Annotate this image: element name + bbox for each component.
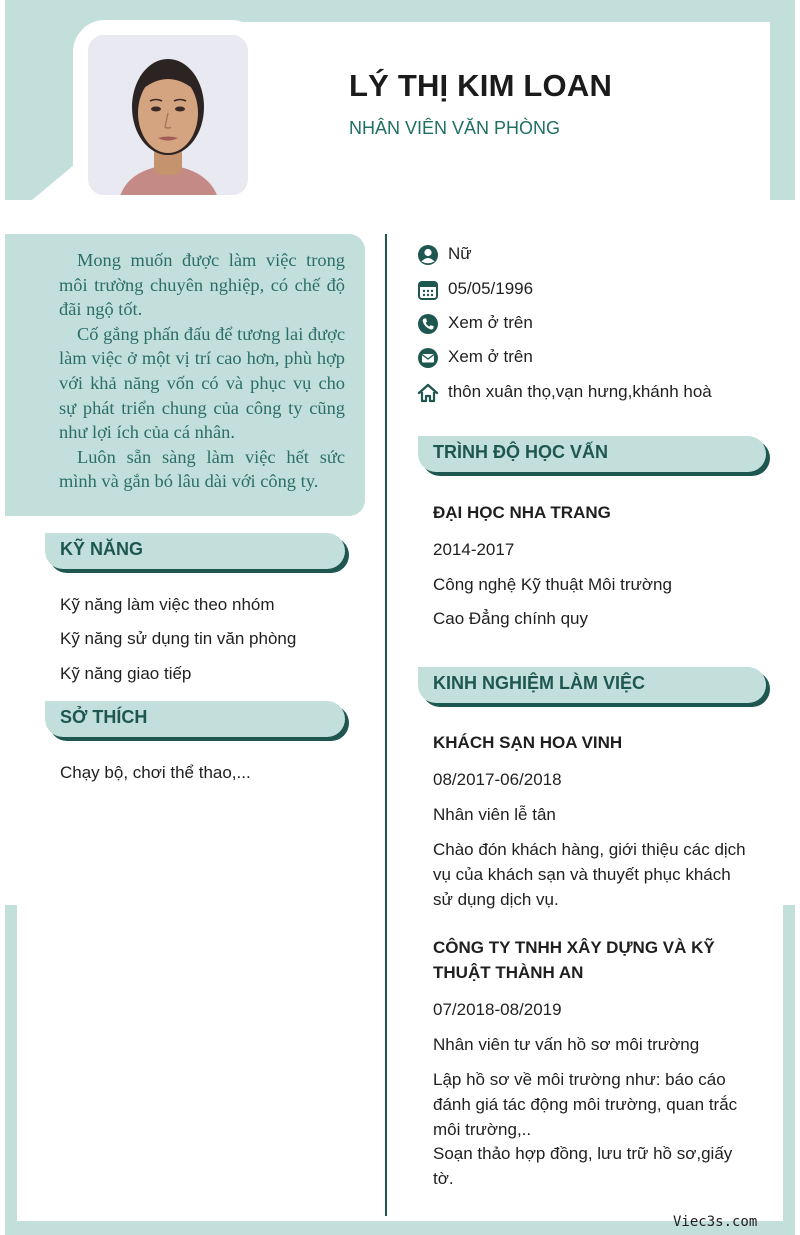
job-description: Chào đón khách hàng, giới thiệu các dịch vụ của khách sạn và thuyết phục khách sử dụng dịch vụ. [433,840,746,909]
experience-heading: KINH NGHIỆM LÀM VIỆC [418,667,766,703]
education-degree: Cao Đẳng chính quy [433,609,588,628]
contact-gender [417,243,472,267]
objective-paragraph: Cố gắng phấn đấu để tương lai được làm việc ở một vị trí cao hơn, phù hợp với khả năng vốn có và phục vụ cho sự phát triển chung của công ty cũng như lợi ích của cá nhân. [59,323,345,443]
email-text: Xem ở trên [448,347,533,366]
header-panel [240,22,770,200]
column-divider [385,234,387,1216]
skill-item: Kỹ năng sử dụng tin văn phòng [60,629,297,648]
job-company: CÔNG TY TNHH XÂY DỰNG VÀ KỸ THUẬT THÀNH AN [433,938,715,982]
contact-email [417,346,533,370]
mail-icon [417,347,439,369]
education-major: Công nghệ Kỹ thuật Môi trường [433,575,672,594]
address-text: thôn xuân thọ,vạn hưng,khánh hoà [448,382,712,401]
calendar-icon [417,279,439,301]
job-position: Nhân viên lễ tân [433,805,556,824]
candidate-title: NHÂN VIÊN VĂN PHÒNG [349,118,561,138]
education-heading: TRÌNH ĐỘ HỌC VẤN [418,436,766,472]
site-watermark: Viec3s.com [673,1214,758,1230]
skills-heading: KỸ NĂNG [45,533,345,569]
job-company: KHÁCH SẠN HOA VINH [433,733,623,752]
education-school: ĐẠI HỌC NHA TRANG [433,503,611,522]
portrait-illustration [88,35,248,195]
user-icon [417,244,439,266]
gender-text: Nữ [448,244,472,263]
phone-text: Xem ở trên [448,313,533,332]
home-icon [417,382,439,404]
job-period: 08/2017-06/2018 [433,770,562,789]
job-description: Lập hồ sơ về môi trường như: báo cáo đánh giá tác động môi trường, quan trắc môi trường,.. [433,1070,738,1139]
job-position: Nhân viên tư vấn hồ sơ môi trường [433,1035,700,1054]
job-description: Soạn thảo hợp đồng, lưu trữ hồ sơ,giấy tờ. [433,1144,733,1188]
skill-item: Kỹ năng giao tiếp [60,664,192,683]
birthday-text: 05/05/1996 [448,279,534,298]
candidate-name: LÝ THỊ KIM LOAN [349,68,613,103]
header-notch [32,165,74,200]
education-period: 2014-2017 [433,540,515,559]
profile-photo [88,35,248,195]
career-objective [5,234,365,516]
hobbies-text: Chạy bộ, chơi thể thao,... [60,763,251,782]
objective-paragraph: Mong muốn được làm việc trong môi trường chuyên nghiệp, có chế độ đãi ngộ tốt. [59,250,345,320]
phone-icon [417,313,439,335]
contact-address [417,381,712,405]
job-period: 07/2018-08/2019 [433,1000,562,1019]
skill-item: Kỹ năng làm việc theo nhóm [60,595,275,614]
contact-phone [417,312,533,336]
hobbies-heading: SỞ THÍCH [45,701,345,737]
objective-paragraph: Luôn sẵn sàng làm việc hết sức mình và gắn bó lâu dài với công ty. [59,446,345,492]
contact-birthday [417,278,534,302]
